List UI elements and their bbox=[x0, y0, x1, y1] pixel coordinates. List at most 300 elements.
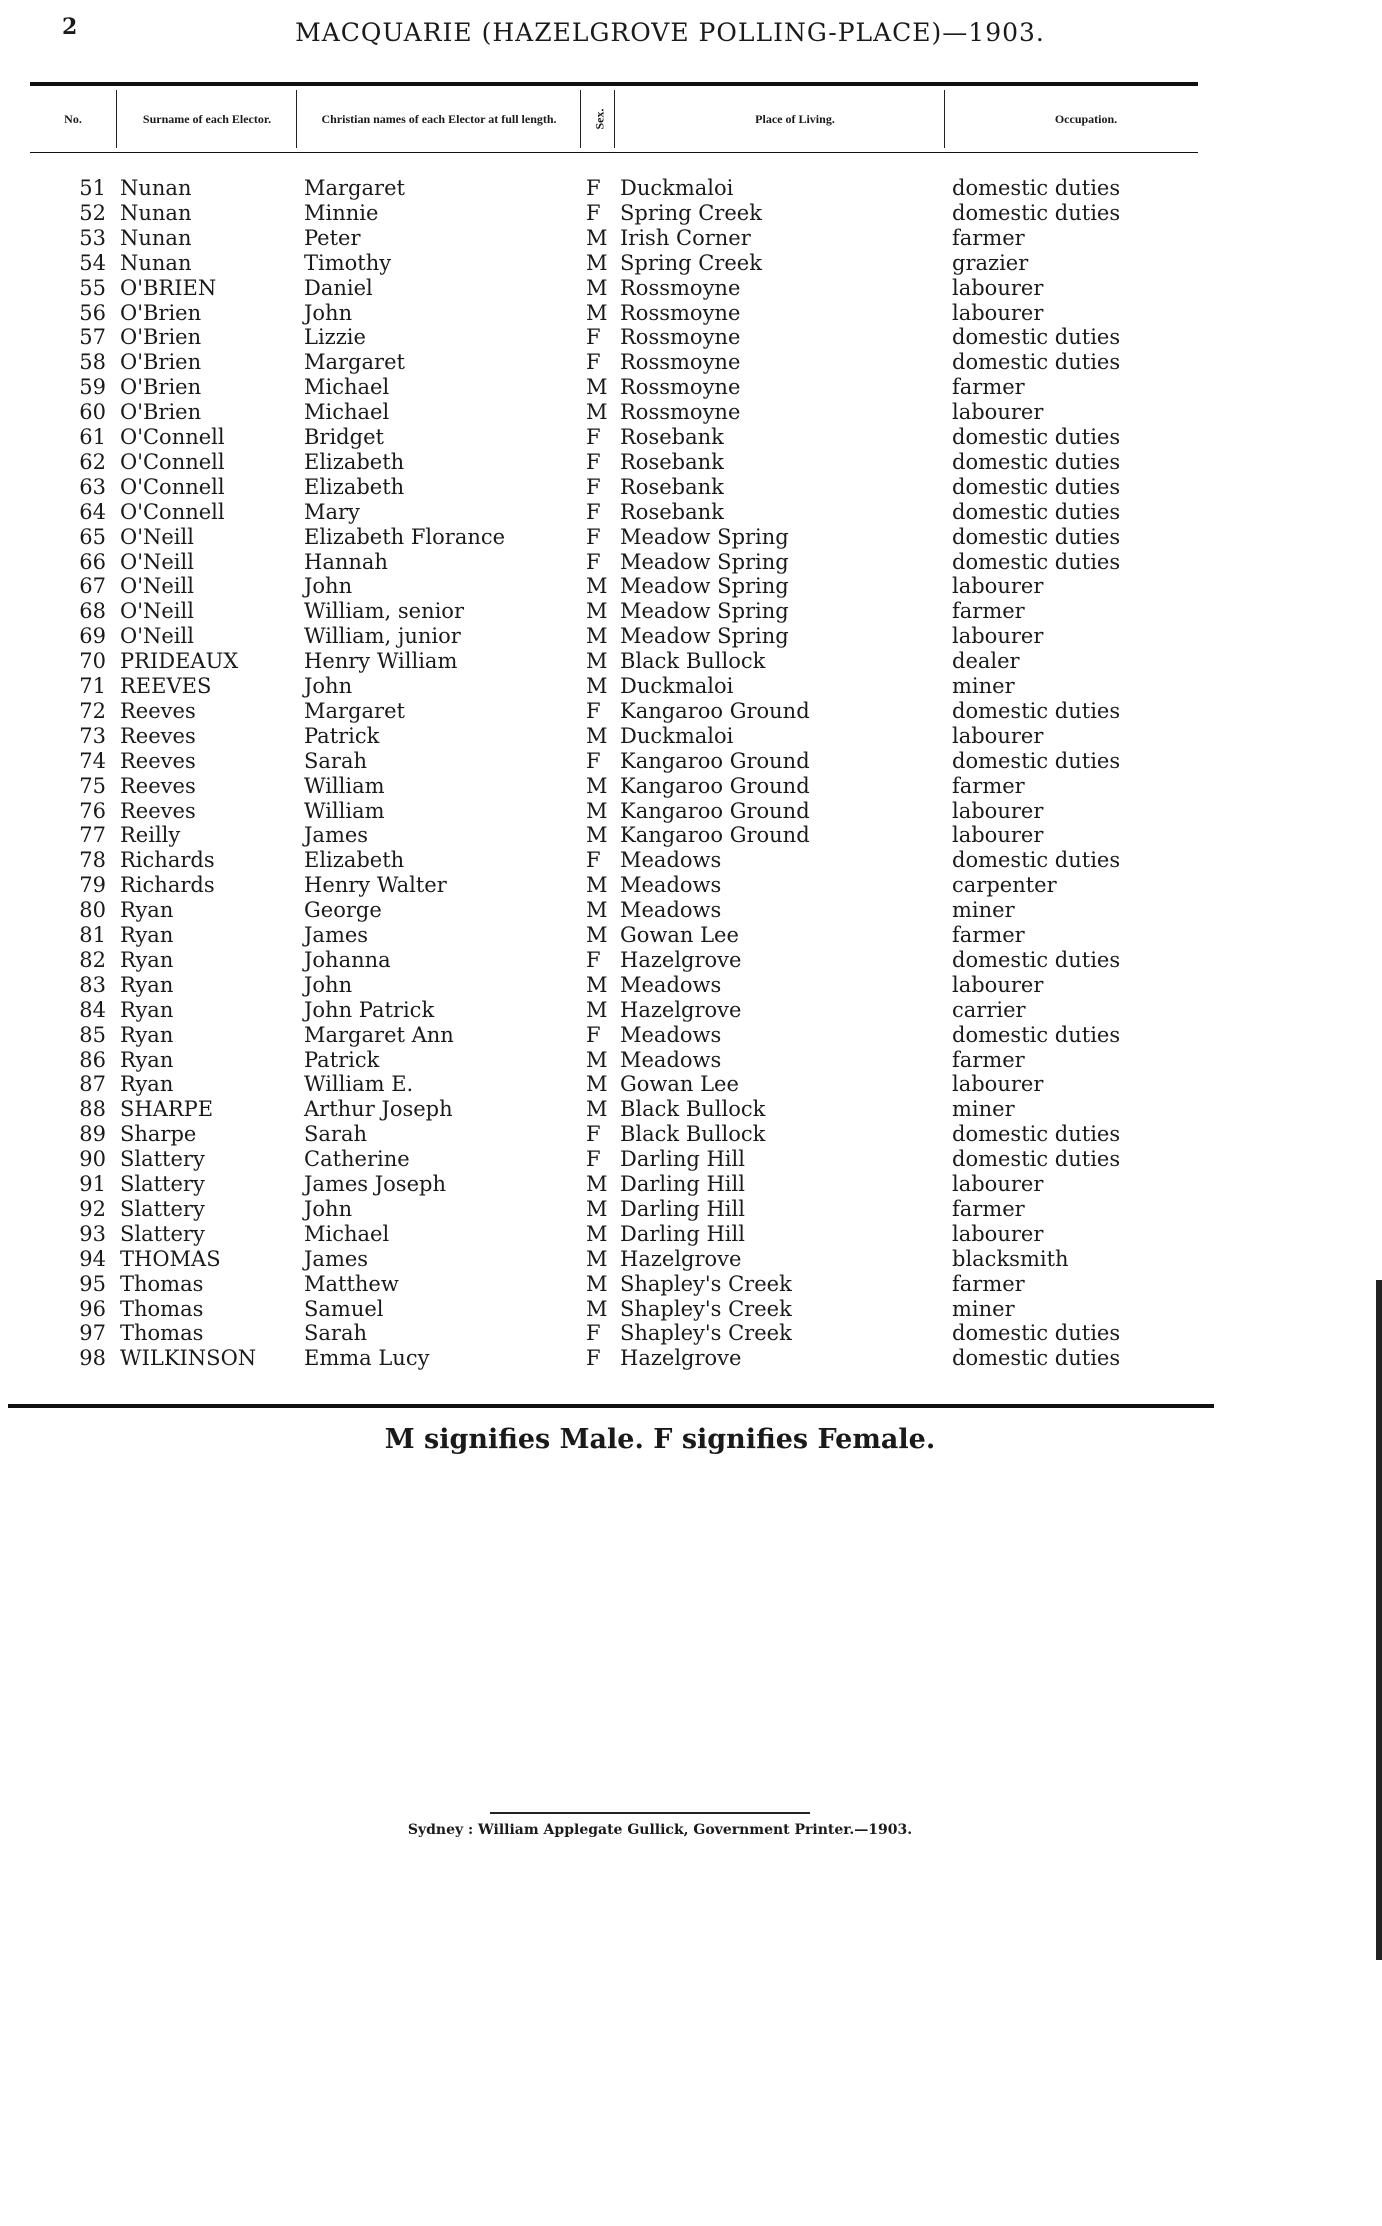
cell-occupation: domestic duties bbox=[952, 200, 1121, 225]
cell-no: 51 bbox=[79, 176, 106, 200]
cell-occupation: domestic duties bbox=[952, 524, 1121, 549]
cell-sex: F bbox=[586, 1346, 601, 1371]
cell-surname: Ryan bbox=[120, 1047, 174, 1072]
cell-place: Meadows bbox=[620, 1022, 722, 1047]
cell-place: Rossmoyne bbox=[620, 275, 741, 300]
cell-place: Rossmoyne bbox=[620, 350, 741, 375]
cell-place: Meadow Spring bbox=[620, 624, 789, 649]
table-row bbox=[0, 1048, 1382, 1073]
cell-place: Rossmoyne bbox=[620, 375, 741, 400]
cell-occupation: miner bbox=[952, 898, 1015, 923]
cell-occupation: farmer bbox=[952, 1196, 1025, 1221]
cell-place: Kangaroo Ground bbox=[620, 823, 810, 848]
table-row bbox=[0, 624, 1382, 649]
table-row bbox=[0, 1023, 1382, 1048]
cell-sex: M bbox=[586, 1097, 608, 1122]
header-no: No. bbox=[64, 112, 82, 126]
cell-christian: William E. bbox=[304, 1072, 414, 1097]
cell-occupation: domestic duties bbox=[952, 499, 1121, 524]
cell-place: Rossmoyne bbox=[620, 325, 741, 350]
cell-place: Black Bullock bbox=[620, 1122, 766, 1147]
imprint-rule bbox=[490, 1812, 810, 1814]
table-row bbox=[0, 923, 1382, 948]
table-row bbox=[0, 500, 1382, 525]
cell-occupation: carrier bbox=[952, 997, 1026, 1022]
cell-christian: Margaret bbox=[304, 176, 405, 200]
cell-surname: O'Neill bbox=[120, 549, 194, 574]
cell-surname: Sharpe bbox=[120, 1122, 197, 1147]
cell-occupation: domestic duties bbox=[952, 1321, 1121, 1346]
cell-occupation: labourer bbox=[952, 574, 1044, 599]
cell-no: 68 bbox=[79, 599, 106, 624]
cell-surname: Reeves bbox=[120, 748, 196, 773]
cell-surname: THOMAS bbox=[120, 1246, 221, 1271]
cell-no: 91 bbox=[79, 1172, 106, 1196]
cell-sex: F bbox=[586, 449, 601, 474]
table-row bbox=[0, 948, 1382, 973]
cell-place: Duckmaloi bbox=[620, 176, 734, 200]
cell-place: Gowan Lee bbox=[620, 923, 739, 947]
cell-place: Duckmaloi bbox=[620, 723, 734, 748]
cell-sex: F bbox=[586, 1122, 601, 1147]
cell-christian: Matthew bbox=[304, 1271, 399, 1296]
table-row bbox=[0, 226, 1382, 251]
cell-christian: Margaret bbox=[304, 698, 405, 723]
cell-sex: M bbox=[586, 375, 608, 400]
cell-surname: Thomas bbox=[120, 1271, 204, 1296]
cell-christian: William bbox=[304, 773, 385, 798]
cell-place: Hazelgrove bbox=[620, 1246, 742, 1271]
table-row bbox=[0, 525, 1382, 550]
cell-surname: O'Brien bbox=[120, 325, 202, 350]
table-row bbox=[0, 599, 1382, 624]
cell-sex: M bbox=[586, 225, 608, 250]
column-divider bbox=[614, 90, 615, 148]
cell-no: 82 bbox=[79, 947, 106, 972]
cell-place: Hazelgrove bbox=[620, 997, 742, 1022]
table-row bbox=[0, 1197, 1382, 1222]
cell-no: 74 bbox=[79, 748, 106, 773]
cell-occupation: domestic duties bbox=[952, 1147, 1121, 1172]
cell-christian: Hannah bbox=[304, 549, 388, 574]
cell-no: 77 bbox=[79, 823, 106, 848]
cell-christian: Elizabeth bbox=[304, 474, 405, 499]
cell-christian: Elizabeth bbox=[304, 848, 405, 873]
cell-occupation: farmer bbox=[952, 599, 1025, 624]
cell-no: 55 bbox=[79, 275, 106, 300]
table-row bbox=[0, 649, 1382, 674]
header-surname: Surname of each Elector. bbox=[142, 112, 272, 126]
cell-surname: Ryan bbox=[120, 923, 174, 947]
cell-christian: Sarah bbox=[304, 1321, 367, 1346]
cell-no: 81 bbox=[79, 923, 106, 947]
cell-sex: F bbox=[586, 1147, 601, 1172]
table-row bbox=[0, 724, 1382, 749]
cell-place: Meadow Spring bbox=[620, 524, 789, 549]
cell-surname: Reeves bbox=[120, 798, 196, 823]
cell-surname: Slattery bbox=[120, 1221, 205, 1246]
cell-occupation: labourer bbox=[952, 400, 1044, 425]
cell-occupation: domestic duties bbox=[952, 748, 1121, 773]
cell-occupation: labourer bbox=[952, 823, 1044, 848]
cell-christian: Margaret Ann bbox=[304, 1022, 454, 1047]
cell-no: 76 bbox=[79, 798, 106, 823]
cell-surname: O'Brien bbox=[120, 375, 202, 400]
table-row bbox=[0, 251, 1382, 276]
cell-sex: F bbox=[586, 499, 601, 524]
cell-occupation: farmer bbox=[952, 375, 1025, 400]
cell-surname: Slattery bbox=[120, 1147, 205, 1172]
cell-occupation: domestic duties bbox=[952, 947, 1121, 972]
cell-place: Kangaroo Ground bbox=[620, 798, 810, 823]
cell-surname: Richards bbox=[120, 848, 215, 873]
cell-place: Meadows bbox=[620, 972, 722, 997]
cell-sex: M bbox=[586, 823, 608, 848]
cell-surname: Reeves bbox=[120, 773, 196, 798]
cell-christian: James bbox=[304, 1246, 369, 1271]
cell-sex: M bbox=[586, 649, 608, 674]
cell-christian: Samuel bbox=[304, 1296, 384, 1321]
cell-place: Kangaroo Ground bbox=[620, 748, 810, 773]
cell-christian: Michael bbox=[304, 1221, 390, 1246]
cell-christian: James bbox=[304, 823, 369, 848]
cell-no: 69 bbox=[79, 624, 106, 649]
cell-surname: Ryan bbox=[120, 1072, 174, 1097]
cell-no: 78 bbox=[79, 848, 106, 873]
cell-occupation: domestic duties bbox=[952, 848, 1121, 873]
cell-no: 63 bbox=[79, 474, 106, 499]
cell-sex: M bbox=[586, 1246, 608, 1271]
cell-no: 80 bbox=[79, 898, 106, 923]
cell-occupation: domestic duties bbox=[952, 176, 1121, 200]
cell-place: Black Bullock bbox=[620, 649, 766, 674]
table-row bbox=[0, 201, 1382, 226]
cell-occupation: labourer bbox=[952, 1221, 1044, 1246]
cell-no: 65 bbox=[79, 524, 106, 549]
cell-place: Irish Corner bbox=[620, 225, 751, 250]
cell-sex: M bbox=[586, 923, 608, 947]
cell-surname: REEVES bbox=[120, 674, 212, 698]
cell-sex: F bbox=[586, 748, 601, 773]
cell-surname: O'Brien bbox=[120, 300, 202, 325]
cell-no: 97 bbox=[79, 1321, 106, 1346]
cell-surname: SHARPE bbox=[120, 1097, 214, 1122]
cell-no: 54 bbox=[79, 250, 106, 275]
table-row bbox=[0, 674, 1382, 699]
printer-imprint: Sydney : William Applegate Gullick, Government Printer.—1903. bbox=[407, 1822, 913, 1838]
cell-occupation: farmer bbox=[952, 773, 1025, 798]
table-row bbox=[0, 998, 1382, 1023]
cell-sex: M bbox=[586, 798, 608, 823]
cell-surname: O'Brien bbox=[120, 400, 202, 425]
cell-no: 56 bbox=[79, 300, 106, 325]
cell-place: Darling Hill bbox=[620, 1196, 745, 1221]
cell-christian: Patrick bbox=[304, 1047, 380, 1072]
cell-no: 67 bbox=[79, 574, 106, 599]
cell-no: 86 bbox=[79, 1047, 106, 1072]
header-sex-cell bbox=[582, 88, 616, 150]
cell-no: 57 bbox=[79, 325, 106, 350]
column-divider bbox=[580, 90, 581, 148]
cell-no: 62 bbox=[79, 449, 106, 474]
cell-occupation: miner bbox=[952, 1097, 1015, 1122]
cell-place: Rosebank bbox=[620, 474, 724, 499]
cell-surname: Reeves bbox=[120, 723, 196, 748]
cell-sex: F bbox=[586, 350, 601, 375]
cell-occupation: labourer bbox=[952, 798, 1044, 823]
cell-place: Meadows bbox=[620, 848, 722, 873]
cell-place: Meadow Spring bbox=[620, 599, 789, 624]
table-row bbox=[0, 1321, 1382, 1346]
cell-christian: Minnie bbox=[304, 200, 379, 225]
table-row bbox=[0, 450, 1382, 475]
header-sex: Sex. bbox=[592, 108, 606, 130]
cell-christian: William, senior bbox=[304, 599, 464, 624]
cell-no: 72 bbox=[79, 698, 106, 723]
cell-christian: Patrick bbox=[304, 723, 380, 748]
column-divider bbox=[944, 90, 945, 148]
table-bottom-rule bbox=[8, 1404, 1214, 1408]
cell-place: Meadow Spring bbox=[620, 549, 789, 574]
header-top-rule bbox=[30, 82, 1198, 86]
cell-place: Shapley's Creek bbox=[620, 1271, 792, 1296]
cell-sex: M bbox=[586, 574, 608, 599]
cell-occupation: farmer bbox=[952, 225, 1025, 250]
cell-occupation: domestic duties bbox=[952, 449, 1121, 474]
cell-no: 95 bbox=[79, 1271, 106, 1296]
cell-occupation: farmer bbox=[952, 923, 1025, 947]
table-row bbox=[0, 375, 1382, 400]
cell-place: Rossmoyne bbox=[620, 300, 741, 325]
header-christian: Christian names of each Elector at full length. bbox=[321, 112, 557, 126]
cell-sex: F bbox=[586, 425, 601, 449]
cell-surname: O'Neill bbox=[120, 524, 194, 549]
cell-sex: M bbox=[586, 1072, 608, 1097]
cell-no: 61 bbox=[79, 425, 106, 449]
cell-christian: John bbox=[304, 972, 353, 997]
cell-christian: James bbox=[304, 923, 369, 947]
cell-occupation: domestic duties bbox=[952, 1022, 1121, 1047]
cell-sex: F bbox=[586, 549, 601, 574]
table-row bbox=[0, 1247, 1382, 1272]
cell-surname: Ryan bbox=[120, 997, 174, 1022]
cell-sex: M bbox=[586, 1047, 608, 1072]
table-row bbox=[0, 350, 1382, 375]
cell-surname: Ryan bbox=[120, 1022, 174, 1047]
cell-place: Kangaroo Ground bbox=[620, 698, 810, 723]
cell-no: 90 bbox=[79, 1147, 106, 1172]
cell-christian: Johanna bbox=[304, 947, 391, 972]
cell-occupation: carpenter bbox=[952, 873, 1057, 898]
table-row bbox=[0, 400, 1382, 425]
cell-christian: John bbox=[304, 1196, 353, 1221]
cell-christian: George bbox=[304, 898, 382, 923]
page-number: 2 bbox=[62, 14, 78, 40]
cell-no: 92 bbox=[79, 1196, 106, 1221]
cell-place: Duckmaloi bbox=[620, 674, 734, 698]
cell-place: Rosebank bbox=[620, 499, 724, 524]
table-row bbox=[0, 425, 1382, 450]
cell-no: 94 bbox=[79, 1246, 106, 1271]
cell-christian: William bbox=[304, 798, 385, 823]
cell-surname: O'Neill bbox=[120, 624, 194, 649]
cell-sex: M bbox=[586, 250, 608, 275]
cell-no: 87 bbox=[79, 1072, 106, 1097]
cell-surname: O'Connell bbox=[120, 449, 225, 474]
table-row bbox=[0, 276, 1382, 301]
cell-surname: O'BRIEN bbox=[120, 275, 217, 300]
cell-occupation: grazier bbox=[952, 250, 1029, 275]
cell-sex: M bbox=[586, 873, 608, 898]
cell-place: Kangaroo Ground bbox=[620, 773, 810, 798]
cell-surname: O'Neill bbox=[120, 599, 194, 624]
cell-christian: Sarah bbox=[304, 748, 367, 773]
cell-christian: Daniel bbox=[304, 275, 373, 300]
cell-occupation: labourer bbox=[952, 300, 1044, 325]
cell-no: 73 bbox=[79, 723, 106, 748]
cell-occupation: labourer bbox=[952, 624, 1044, 649]
table-row bbox=[0, 550, 1382, 575]
cell-sex: M bbox=[586, 1221, 608, 1246]
cell-place: Rosebank bbox=[620, 449, 724, 474]
cell-no: 58 bbox=[79, 350, 106, 375]
cell-sex: F bbox=[586, 325, 601, 350]
cell-surname: Thomas bbox=[120, 1321, 204, 1346]
cell-christian: Timothy bbox=[304, 250, 392, 275]
table-row bbox=[0, 475, 1382, 500]
cell-christian: John bbox=[304, 300, 353, 325]
cell-place: Meadows bbox=[620, 873, 722, 898]
column-divider bbox=[296, 90, 297, 148]
cell-sex: F bbox=[586, 848, 601, 873]
table-row bbox=[0, 1297, 1382, 1322]
cell-occupation: domestic duties bbox=[952, 698, 1121, 723]
cell-sex: F bbox=[586, 1022, 601, 1047]
page-title: MACQUARIE (HAZELGROVE POLLING-PLACE)—1903. bbox=[295, 18, 1045, 47]
table-row bbox=[0, 873, 1382, 898]
cell-no: 96 bbox=[79, 1296, 106, 1321]
page-edge bbox=[1376, 1280, 1382, 1960]
cell-place: Meadows bbox=[620, 1047, 722, 1072]
cell-occupation: blacksmith bbox=[952, 1246, 1069, 1271]
cell-surname: O'Connell bbox=[120, 499, 225, 524]
table-row bbox=[0, 1097, 1382, 1122]
cell-surname: O'Connell bbox=[120, 425, 225, 449]
header-bottom-rule bbox=[30, 152, 1198, 153]
cell-occupation: miner bbox=[952, 1296, 1015, 1321]
table-row bbox=[0, 823, 1382, 848]
cell-surname: Slattery bbox=[120, 1172, 205, 1196]
header-occupation: Occupation. bbox=[1054, 112, 1118, 126]
cell-occupation: domestic duties bbox=[952, 325, 1121, 350]
cell-occupation: domestic duties bbox=[952, 425, 1121, 449]
table-row bbox=[0, 774, 1382, 799]
cell-no: 84 bbox=[79, 997, 106, 1022]
cell-christian: John bbox=[304, 674, 353, 698]
cell-sex: M bbox=[586, 972, 608, 997]
cell-sex: F bbox=[586, 1321, 601, 1346]
cell-occupation: farmer bbox=[952, 1271, 1025, 1296]
cell-occupation: domestic duties bbox=[952, 1122, 1121, 1147]
cell-christian: James Joseph bbox=[304, 1172, 446, 1196]
cell-sex: M bbox=[586, 400, 608, 425]
cell-occupation: farmer bbox=[952, 1047, 1025, 1072]
cell-place: Shapley's Creek bbox=[620, 1321, 792, 1346]
table-row bbox=[0, 749, 1382, 774]
table-row bbox=[0, 1272, 1382, 1297]
cell-occupation: labourer bbox=[952, 723, 1044, 748]
cell-surname: O'Brien bbox=[120, 350, 202, 375]
cell-occupation: domestic duties bbox=[952, 549, 1121, 574]
cell-place: Rosebank bbox=[620, 425, 724, 449]
table-row bbox=[0, 176, 1382, 201]
cell-sex: F bbox=[586, 698, 601, 723]
cell-occupation: domestic duties bbox=[952, 474, 1121, 499]
cell-christian: Sarah bbox=[304, 1122, 367, 1147]
cell-surname: Reeves bbox=[120, 698, 196, 723]
cell-christian: Michael bbox=[304, 400, 390, 425]
table-row bbox=[0, 848, 1382, 873]
cell-place: Spring Creek bbox=[620, 200, 762, 225]
cell-surname: Nunan bbox=[120, 176, 192, 200]
cell-no: 75 bbox=[79, 773, 106, 798]
cell-place: Meadows bbox=[620, 898, 722, 923]
cell-place: Shapley's Creek bbox=[620, 1296, 792, 1321]
table-row bbox=[0, 1222, 1382, 1247]
cell-no: 64 bbox=[79, 499, 106, 524]
cell-christian: Lizzie bbox=[304, 325, 366, 350]
cell-surname: Nunan bbox=[120, 225, 192, 250]
cell-surname: Ryan bbox=[120, 972, 174, 997]
cell-sex: M bbox=[586, 300, 608, 325]
cell-no: 60 bbox=[79, 400, 106, 425]
cell-place: Black Bullock bbox=[620, 1097, 766, 1122]
cell-occupation: dealer bbox=[952, 649, 1020, 674]
header-place: Place of Living. bbox=[755, 112, 835, 126]
cell-christian: John bbox=[304, 574, 353, 599]
cell-sex: M bbox=[586, 898, 608, 923]
cell-surname: O'Connell bbox=[120, 474, 225, 499]
cell-no: 88 bbox=[79, 1097, 106, 1122]
table-row bbox=[0, 1172, 1382, 1197]
cell-no: 93 bbox=[79, 1221, 106, 1246]
cell-sex: F bbox=[586, 524, 601, 549]
cell-christian: Peter bbox=[304, 225, 361, 250]
cell-occupation: labourer bbox=[952, 972, 1044, 997]
table-row bbox=[0, 574, 1382, 599]
cell-christian: Henry William bbox=[304, 649, 458, 674]
cell-no: 52 bbox=[79, 200, 106, 225]
table-row bbox=[0, 1072, 1382, 1097]
cell-occupation: miner bbox=[952, 674, 1015, 698]
cell-christian: Margaret bbox=[304, 350, 405, 375]
cell-christian: Elizabeth bbox=[304, 449, 405, 474]
cell-sex: F bbox=[586, 947, 601, 972]
table-row bbox=[0, 973, 1382, 998]
cell-christian: Michael bbox=[304, 375, 390, 400]
cell-place: Darling Hill bbox=[620, 1147, 745, 1172]
cell-christian: William, junior bbox=[304, 624, 461, 649]
cell-sex: M bbox=[586, 1196, 608, 1221]
column-divider bbox=[116, 90, 117, 148]
cell-sex: M bbox=[586, 773, 608, 798]
cell-sex: M bbox=[586, 624, 608, 649]
cell-christian: Henry Walter bbox=[304, 873, 447, 898]
cell-place: Gowan Lee bbox=[620, 1072, 739, 1097]
cell-sex: M bbox=[586, 599, 608, 624]
cell-place: Hazelgrove bbox=[620, 1346, 742, 1371]
cell-no: 59 bbox=[79, 375, 106, 400]
